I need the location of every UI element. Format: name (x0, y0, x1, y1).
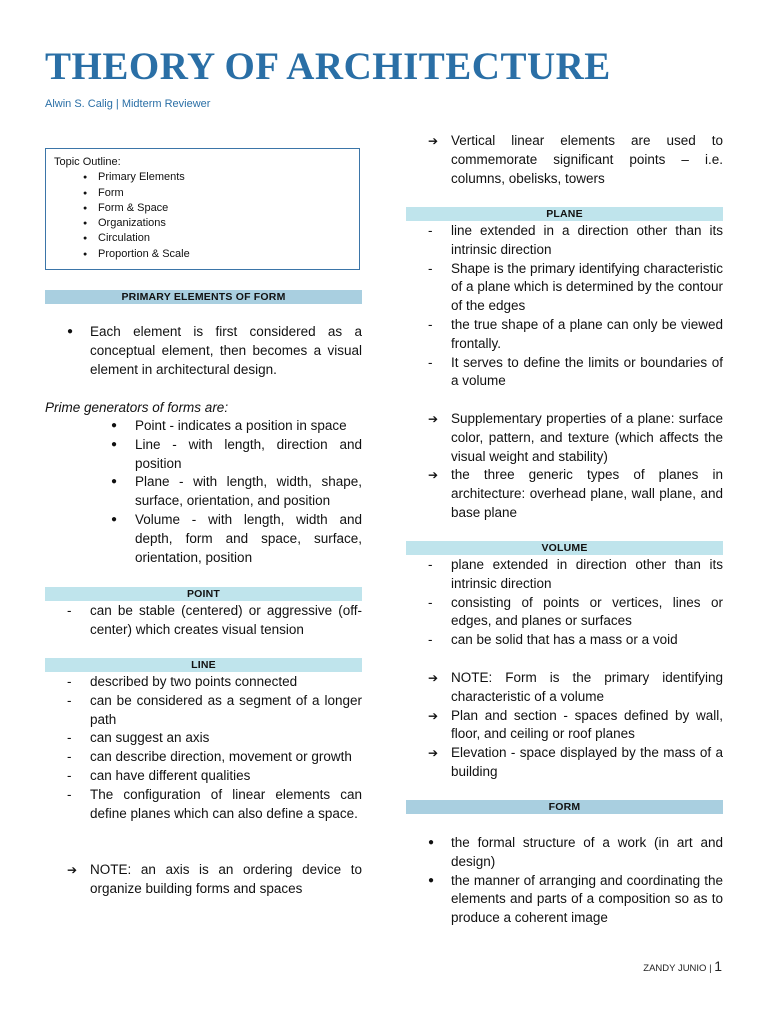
list-item: ● Point - indicates a position in space (45, 417, 362, 436)
topic-outline-box (45, 148, 360, 270)
list-item: ● Each element is first considered as a conceptual element, then becomes a visual element in architectural design. (45, 323, 362, 379)
list-item: ● Volume - with length, width and depth, form and space, surface, orientation, position (45, 511, 362, 567)
list-item: - It serves to define the limits or boundaries of a volume (406, 354, 723, 392)
primary-elements-intro (45, 323, 362, 379)
list-item: - The configuration of linear elements can define planes which can also define a space. (45, 786, 362, 824)
list-item: - can be solid that has a mass or a void (406, 631, 723, 650)
topic-outline-item: ● Organizations (54, 216, 351, 231)
page-footer (643, 958, 722, 974)
topic-outline-list (54, 170, 351, 262)
plane-notes (406, 410, 723, 523)
list-item: ● Line - with length, direction and position (45, 436, 362, 474)
topic-outline-item: ● Primary Elements (54, 170, 351, 185)
section-heading-form: FORM (406, 800, 723, 814)
form-list (406, 834, 723, 928)
topic-outline-heading: Topic Outline: (54, 156, 121, 168)
note-item: ➔ Supplementary properties of a plane: surface color, pattern, and texture (which affects the visual weight and stability) (406, 410, 723, 466)
topic-outline-item: ● Form (54, 186, 351, 201)
list-item: - can have different qualities (45, 767, 362, 786)
section-heading-volume: VOLUME (406, 541, 723, 555)
list-item: - described by two points connected (45, 673, 362, 692)
list-item: - can describe direction, movement or growth (45, 748, 362, 767)
list-item: - the true shape of a plane can only be viewed frontally. (406, 316, 723, 354)
page-number: 1 (714, 958, 722, 974)
list-item: - line extended in a direction other than its intrinsic direction (406, 222, 723, 260)
note-item: ➔ Plan and section - spaces defined by wall, floor, and ceiling or roof planes (406, 707, 723, 745)
list-item: - Shape is the primary identifying characteristic of a plane which is determined by the contour of the edges (406, 260, 723, 316)
document-title: THEORY OF ARCHITECTURE (45, 45, 611, 88)
plane-list (406, 222, 723, 391)
volume-notes (406, 669, 723, 782)
footer-author: ZANDY JUNIO | (643, 963, 712, 974)
prime-generators-list (45, 417, 362, 567)
document-subtitle: Alwin S. Calig | Midterm Reviewer (45, 98, 211, 110)
section-heading-point: POINT (45, 587, 362, 601)
list-item: - can be stable (centered) or aggressive (off-center) which creates visual tension (45, 602, 362, 640)
note-item: ➔ Elevation - space displayed by the mass of a building (406, 744, 723, 782)
note-item: ➔ NOTE: an axis is an ordering device to organize building forms and spaces (45, 861, 362, 899)
line-notes (45, 861, 362, 899)
point-list (45, 602, 362, 640)
list-item: - consisting of points or vertices, lines or edges, and planes or surfaces (406, 594, 723, 632)
list-item: - can be considered as a segment of a longer path (45, 692, 362, 730)
section-heading-primary-elements: PRIMARY ELEMENTS OF FORM (45, 290, 362, 304)
list-item: ● the formal structure of a work (in art and design) (406, 834, 723, 872)
topic-outline-item: ● Circulation (54, 231, 351, 246)
topic-outline-item: ● Proportion & Scale (54, 247, 351, 262)
list-item: ● the manner of arranging and coordinating the elements and parts of a composition so as to produce a coherent image (406, 872, 723, 928)
section-heading-plane: PLANE (406, 207, 723, 221)
list-item: - plane extended in direction other than its intrinsic direction (406, 556, 723, 594)
list-item: - can suggest an axis (45, 729, 362, 748)
note-item: ➔ the three generic types of planes in architecture: overhead plane, wall plane, and base plane (406, 466, 723, 522)
prime-generators-label: Prime generators of forms are: (45, 400, 229, 415)
line-list (45, 673, 362, 823)
vertical-linear-note (406, 132, 723, 188)
note-item: ➔ Vertical linear elements are used to commemorate significant points – i.e. columns, obelisks, towers (406, 132, 723, 188)
note-item: ➔ NOTE: Form is the primary identifying characteristic of a volume (406, 669, 723, 707)
topic-outline-item: ● Form & Space (54, 201, 351, 216)
volume-list (406, 556, 723, 650)
section-heading-line: LINE (45, 658, 362, 672)
list-item: ● Plane - with length, width, shape, surface, orientation, and position (45, 473, 362, 511)
